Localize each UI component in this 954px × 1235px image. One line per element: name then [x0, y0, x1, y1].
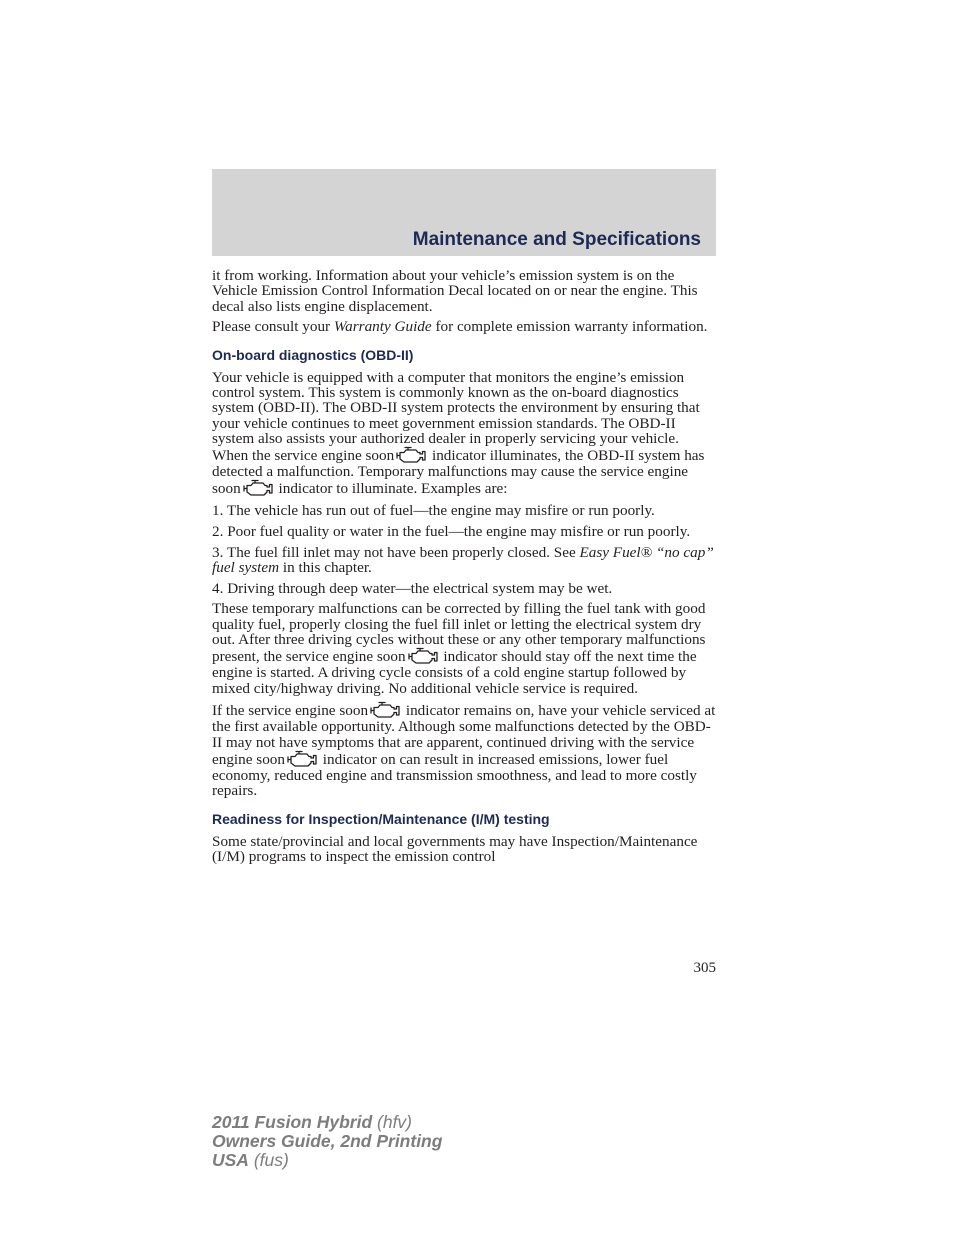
footer-line-market: USA (fus): [212, 1150, 289, 1170]
im-testing-heading: Readiness for Inspection/Maintenance (I/M) testing: [212, 810, 550, 827]
footer-line-guide: Owners Guide, 2nd Printing: [212, 1131, 443, 1151]
footer-line-model: 2011 Fusion Hybrid (hfv): [212, 1112, 413, 1132]
check-engine-icon: [286, 750, 318, 768]
list-item: 2. Poor fuel quality or water in the fuel—the engine may misfire or run poorly.: [212, 522, 691, 540]
list-item: 4. Driving through deep water—the electrical system may be wet.: [212, 579, 613, 597]
check-engine-icon: [407, 647, 439, 665]
list-item: 3. The fuel fill inlet may not have been properly closed. See Easy Fuel® “no cap” fuel system in this chapter.: [212, 543, 714, 576]
section-header-band: [212, 169, 716, 256]
indicator-remains-paragraph: If the service engine soon indicator remains on, have your vehicle serviced at the first available opportunity. Although some malfunctions detected by the OBD-II may not have symptoms that are apparent, continued driving with the service engine soon indicator on can result in increased emissions, lower fuel economy, reduced engine and transmission smoothness, and lead to more costly repairs.: [212, 702, 716, 800]
im-paragraph: Some state/provincial and local governments may have Inspection/Maintenance (I/M) programs to inspect the emission control: [212, 832, 698, 865]
footer-edition-info: [212, 1113, 442, 1170]
check-engine-icon: [242, 479, 274, 497]
temporary-malfunctions-paragraph: These temporary malfunctions can be corrected by filling the fuel tank with good quality fuel, properly closing the fuel fill inlet or letting the electrical system dry out. After three driving cycles without these or any other temporary malfunctions present, the service engine soon indicator should stay off the next time the engine is started. A driving cycle consists of a cold engine startup followed by mixed city/highway driving. No additional vehicle service is required.: [212, 600, 706, 697]
section-title: Maintenance and Specifications: [412, 229, 701, 250]
page-body: [212, 268, 716, 870]
warranty-guide-title: Warranty Guide: [333, 318, 432, 336]
easy-fuel-reference: Easy Fuel® “no cap” fuel system: [212, 543, 714, 576]
check-engine-icon: [369, 701, 401, 719]
page-number: 305: [693, 960, 716, 976]
warranty-paragraph: Please consult your Warranty Guide for complete emission warranty information.: [212, 318, 708, 336]
check-engine-icon: [395, 446, 427, 464]
obd-paragraph: Your vehicle is equipped with a computer that monitors the engine’s emission control system. This system is commonly known as the on-board diagnostics system (OBD-II). The OBD-II system protects the environment by ensuring that your vehicle continues to meet government emission standards. The OBD-II system also assists your authorized dealer in properly servicing your vehicle. When the service engine soon indicator illuminates, the OBD-II system has detected a malfunction. Temporary malfunctions may cause the service engine soon indicator to illuminate. Examples are:: [212, 368, 705, 498]
obd-heading: On-board diagnostics (OBD-II): [212, 346, 414, 363]
list-item: 1. The vehicle has run out of fuel—the engine may misfire or run poorly.: [212, 501, 655, 519]
intro-paragraph: it from working. Information about your vehicle’s emission system is on the Vehicle Emission Control Information Decal located on or near the engine. This decal also lists engine displacement.: [212, 267, 698, 315]
